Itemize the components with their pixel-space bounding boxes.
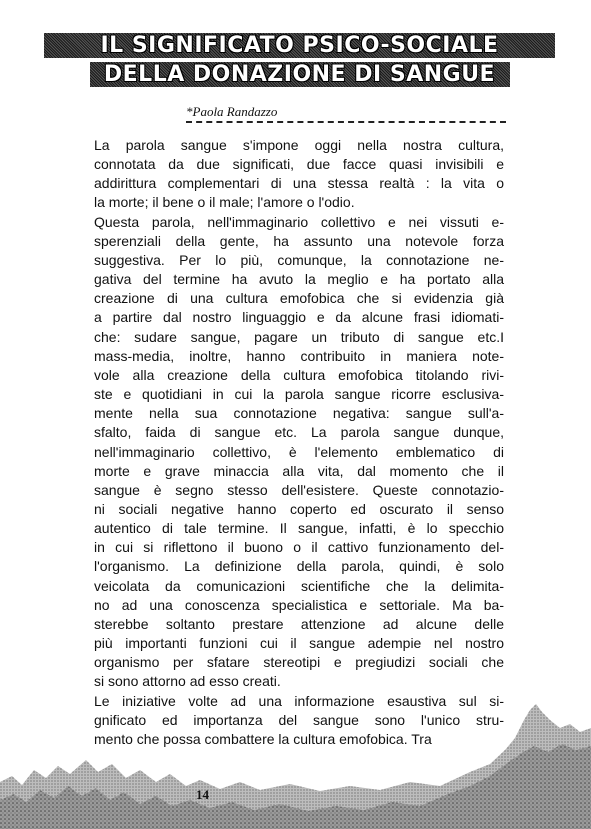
- text-line: a partire dal nostro linguaggio e da alcune frasi idiomati-: [94, 309, 504, 326]
- title-line-2: DELLA DONAZIONE DI SANGUE: [90, 62, 510, 87]
- text-line: Questa parola, nell'immaginario collettivo e nei vissuti e-: [94, 213, 504, 230]
- text-line: La parola sangue s'impone oggi nella nostra cultura,: [94, 137, 504, 153]
- text-line: in cui si riflettono il buono o il cattivo funzionamento del-: [94, 539, 504, 556]
- text-line: vole alla creazione della cultura emofobica titolando rivi-: [94, 366, 504, 383]
- paragraph: [94, 136, 504, 213]
- page-number: 14: [196, 787, 209, 802]
- text-line: creazione di una cultura emofobica che si evidenzia già: [94, 290, 504, 307]
- title-line-1: IL SIGNIFICATO PSICO-SOCIALE: [44, 33, 555, 58]
- article-body: [94, 136, 504, 749]
- text-line: suggestiva. Per lo più, comunque, la connotazione ne-: [94, 251, 504, 268]
- text-line: sperenziali della gente, ha assunto una notevole forza: [94, 232, 504, 249]
- author-name: *Paola Randazzo: [186, 104, 278, 119]
- text-line: più importanti funzioni cui il sangue adempie nel nostro: [94, 635, 504, 652]
- paragraph: [94, 692, 504, 749]
- text-line: sfalto, faida di sangue etc. La parola sangue dunque,: [94, 424, 504, 441]
- text-line: mente nella sua connotazione negativa: sangue sull'a-: [94, 405, 504, 422]
- text-line: morte e grave minaccia alla vita, dal momento che il: [94, 462, 504, 479]
- text-line: si sono attorno ad esso creati.: [94, 673, 281, 690]
- text-line: gnificato ed importanza del sangue sono l'unico stru-: [94, 711, 504, 728]
- text-line: autentico di tale termine. Il sangue, infatti, è lo specchio: [94, 520, 504, 537]
- text-line: ste e quotidiani in cui la parola sangue ricorre esclusiva-: [94, 386, 504, 403]
- text-line: veicolata da comunicazioni scientifiche che la delimita-: [94, 577, 504, 594]
- text-line: organismo per sfatare stereotipi e pregiudizi sociali che: [94, 654, 504, 671]
- text-line: nell'immaginario collettivo, è l'elemento emblematico di: [94, 443, 504, 460]
- text-line: Le iniziative volte ad una informazione esaustiva sul si-: [94, 692, 504, 709]
- text-line: ni sociali negative hanno coperto ed oscurato il senso: [94, 500, 504, 517]
- text-line: sterebbe soltanto prestare attenzione ad alcune delle: [94, 615, 504, 632]
- text-line: mass-media, inoltre, hanno contribuito in maniera note-: [94, 347, 504, 364]
- text-line: connotata da due significati, due facce quasi invisibili e: [94, 156, 504, 173]
- paragraph: [94, 213, 504, 692]
- text-line: che: sudare sangue, pagare un tributo di sangue etc.I: [94, 328, 504, 345]
- text-line: addirittura complementari di una stessa realtà : la vita o: [94, 175, 504, 192]
- text-line: gativa del termine ha avuto la meglio e ha portato alla: [94, 271, 504, 288]
- text-line: la morte; il bene o il male; l'amore o l'odio.: [94, 194, 355, 211]
- article-title: [44, 33, 555, 87]
- text-line: l'organismo. La definizione della parola, quindi, è solo: [94, 558, 504, 575]
- text-line: no ad una conoscenza specialistica e settoriale. Ma ba-: [94, 596, 504, 613]
- author-divider: [186, 121, 506, 123]
- text-line: sangue è segno stesso dell'esistere. Queste connotazio-: [94, 481, 504, 498]
- text-line: mento che possa combattere la cultura emofobica. Tra: [94, 730, 432, 747]
